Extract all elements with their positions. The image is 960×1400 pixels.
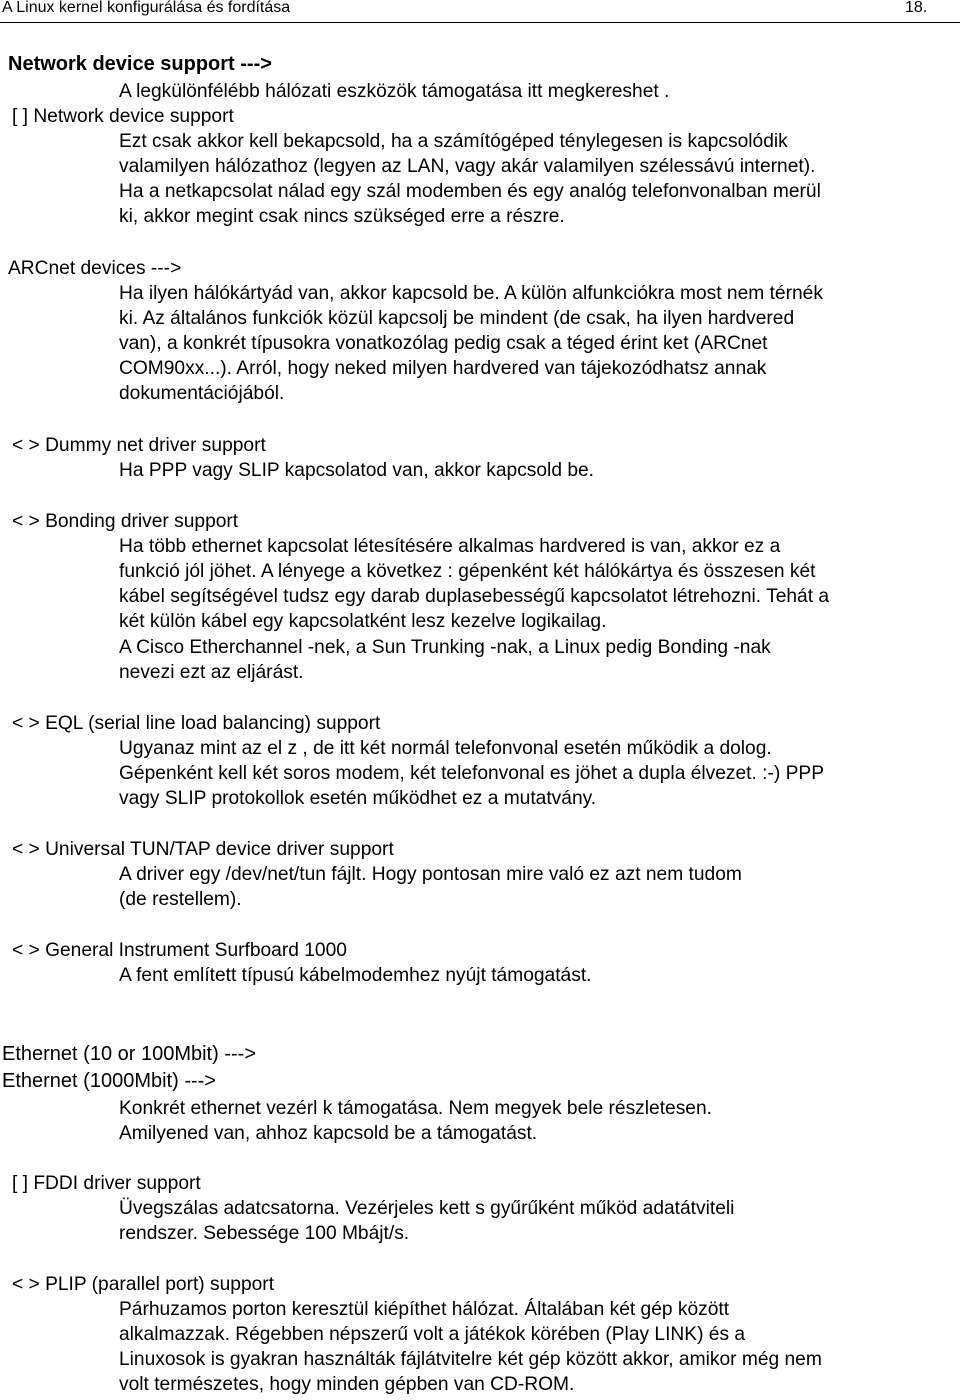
description-line: Ugyanaz mint az el z , de itt két normál telefonvonal esetén működik a dolog. [119, 738, 772, 759]
description-line: alkalmazzak. Régebben népszerű volt a játékok körében (Play LINK) és a [119, 1324, 746, 1345]
description-line: ki, akkor megint csak nincs szükséged erre a részre. [119, 206, 565, 227]
description-line: Ha több ethernet kapcsolat létesítésére alkalmas hardvered is van, akkor ez a [119, 536, 781, 557]
config-option-label: < > PLIP (parallel port) support [12, 1274, 275, 1295]
description-line: Ha a netkapcsolat nálad egy szál modemben és egy analóg telefonvonalban merül [119, 181, 821, 202]
page-header [0, 0, 960, 23]
submenu-label: ARCnet devices ---> [8, 258, 182, 279]
config-option-label: < > EQL (serial line load balancing) support [12, 713, 381, 734]
description-line: A legkülönfélébb hálózati eszközök támogatása itt megkereshet . [119, 81, 670, 102]
description-line: nevezi ezt az eljárást. [119, 662, 304, 683]
description-line: Amilyened van, ahhoz kapcsold be a támogatást. [119, 1123, 538, 1144]
description-line: Üvegszálas adatcsatorna. Vezérjeles kett s gyűrűként működ adatátviteli [119, 1198, 735, 1219]
config-option-label: < > General Instrument Surfboard 1000 [12, 940, 347, 961]
description-line: két külön kábel egy kapcsolatként lesz kezelve logikailag. [119, 611, 607, 632]
description-line: Gépenként kell két soros modem, két telefonvonal es jöhet a dupla élvezet. :-) PPP [119, 763, 824, 784]
description-line: Ha PPP vagy SLIP kapcsolatod van, akkor kapcsold be. [119, 460, 594, 481]
config-option-label: < > Bonding driver support [12, 511, 239, 532]
description-line: vagy SLIP protokollok esetén működhet ez a mutatvány. [119, 788, 597, 809]
submenu-label: Ethernet (1000Mbit) ---> [2, 1070, 216, 1092]
section-heading: Network device support ---> [8, 53, 272, 75]
header-title: A Linux kernel konfigurálása és fordítása [2, 0, 291, 16]
submenu-label: Ethernet (10 or 100Mbit) ---> [2, 1043, 256, 1065]
description-line: Ha ilyen hálókártyád van, akkor kapcsold be. A külön alfunkciókra most nem térnék [119, 283, 823, 304]
description-line: (de restellem). [119, 889, 242, 910]
description-line: A driver egy /dev/net/tun fájlt. Hogy pontosan mire való ez azt nem tudom [119, 864, 742, 885]
config-option-label: < > Universal TUN/TAP device driver support [12, 839, 394, 860]
description-line: kábel segítségével tudsz egy darab duplasebességű kapcsolatot létrehozni. Tehát a [119, 586, 830, 607]
description-line: ki. Az általános funkciók közül kapcsolj be mindent (de csak, ha ilyen hardvered [119, 308, 795, 329]
description-line: rendszer. Sebessége 100 Mbájt/s. [119, 1223, 410, 1244]
config-option-label: [ ] Network device support [12, 106, 234, 127]
description-line: Linuxosok is gyakran használták fájlátvitelre két gép között akkor, amikor még nem [119, 1349, 822, 1370]
description-line: A fent említett típusú kábelmodemhez nyújt támogatást. [119, 965, 592, 986]
config-option-label: < > Dummy net driver support [12, 435, 266, 456]
config-option-label: [ ] FDDI driver support [12, 1173, 201, 1194]
description-line: valamilyen hálózathoz (legyen az LAN, vagy akár valamilyen szélessávú internet). [119, 156, 816, 177]
description-line: Konkrét ethernet vezérl k támogatása. Nem megyek bele részletesen. [119, 1098, 712, 1119]
description-line: COM90xx...). Arról, hogy neked milyen hardvered van tájekozódhatsz annak [119, 358, 767, 379]
description-line: A Cisco Etherchannel -nek, a Sun Trunking -nak, a Linux pedig Bonding -nak [119, 637, 771, 658]
description-line: Párhuzamos porton keresztül kiépíthet hálózat. Általában két gép között [119, 1299, 730, 1320]
description-line: Ezt csak akkor kell bekapcsold, ha a számítógéped ténylegesen is kapcsolódik [119, 131, 788, 152]
description-line: funkció jól jöhet. A lényege a következ : gépenként két hálókártya és összesen két [119, 561, 816, 582]
description-line: van), a konkrét típusokra vonatkozólag pedig csak a téged érint ket (ARCnet [119, 333, 768, 354]
description-line: volt természetes, hogy minden gépben van CD-ROM. [119, 1374, 575, 1395]
description-line: dokumentációjából. [119, 383, 285, 404]
page-number: 18. [905, 0, 928, 16]
